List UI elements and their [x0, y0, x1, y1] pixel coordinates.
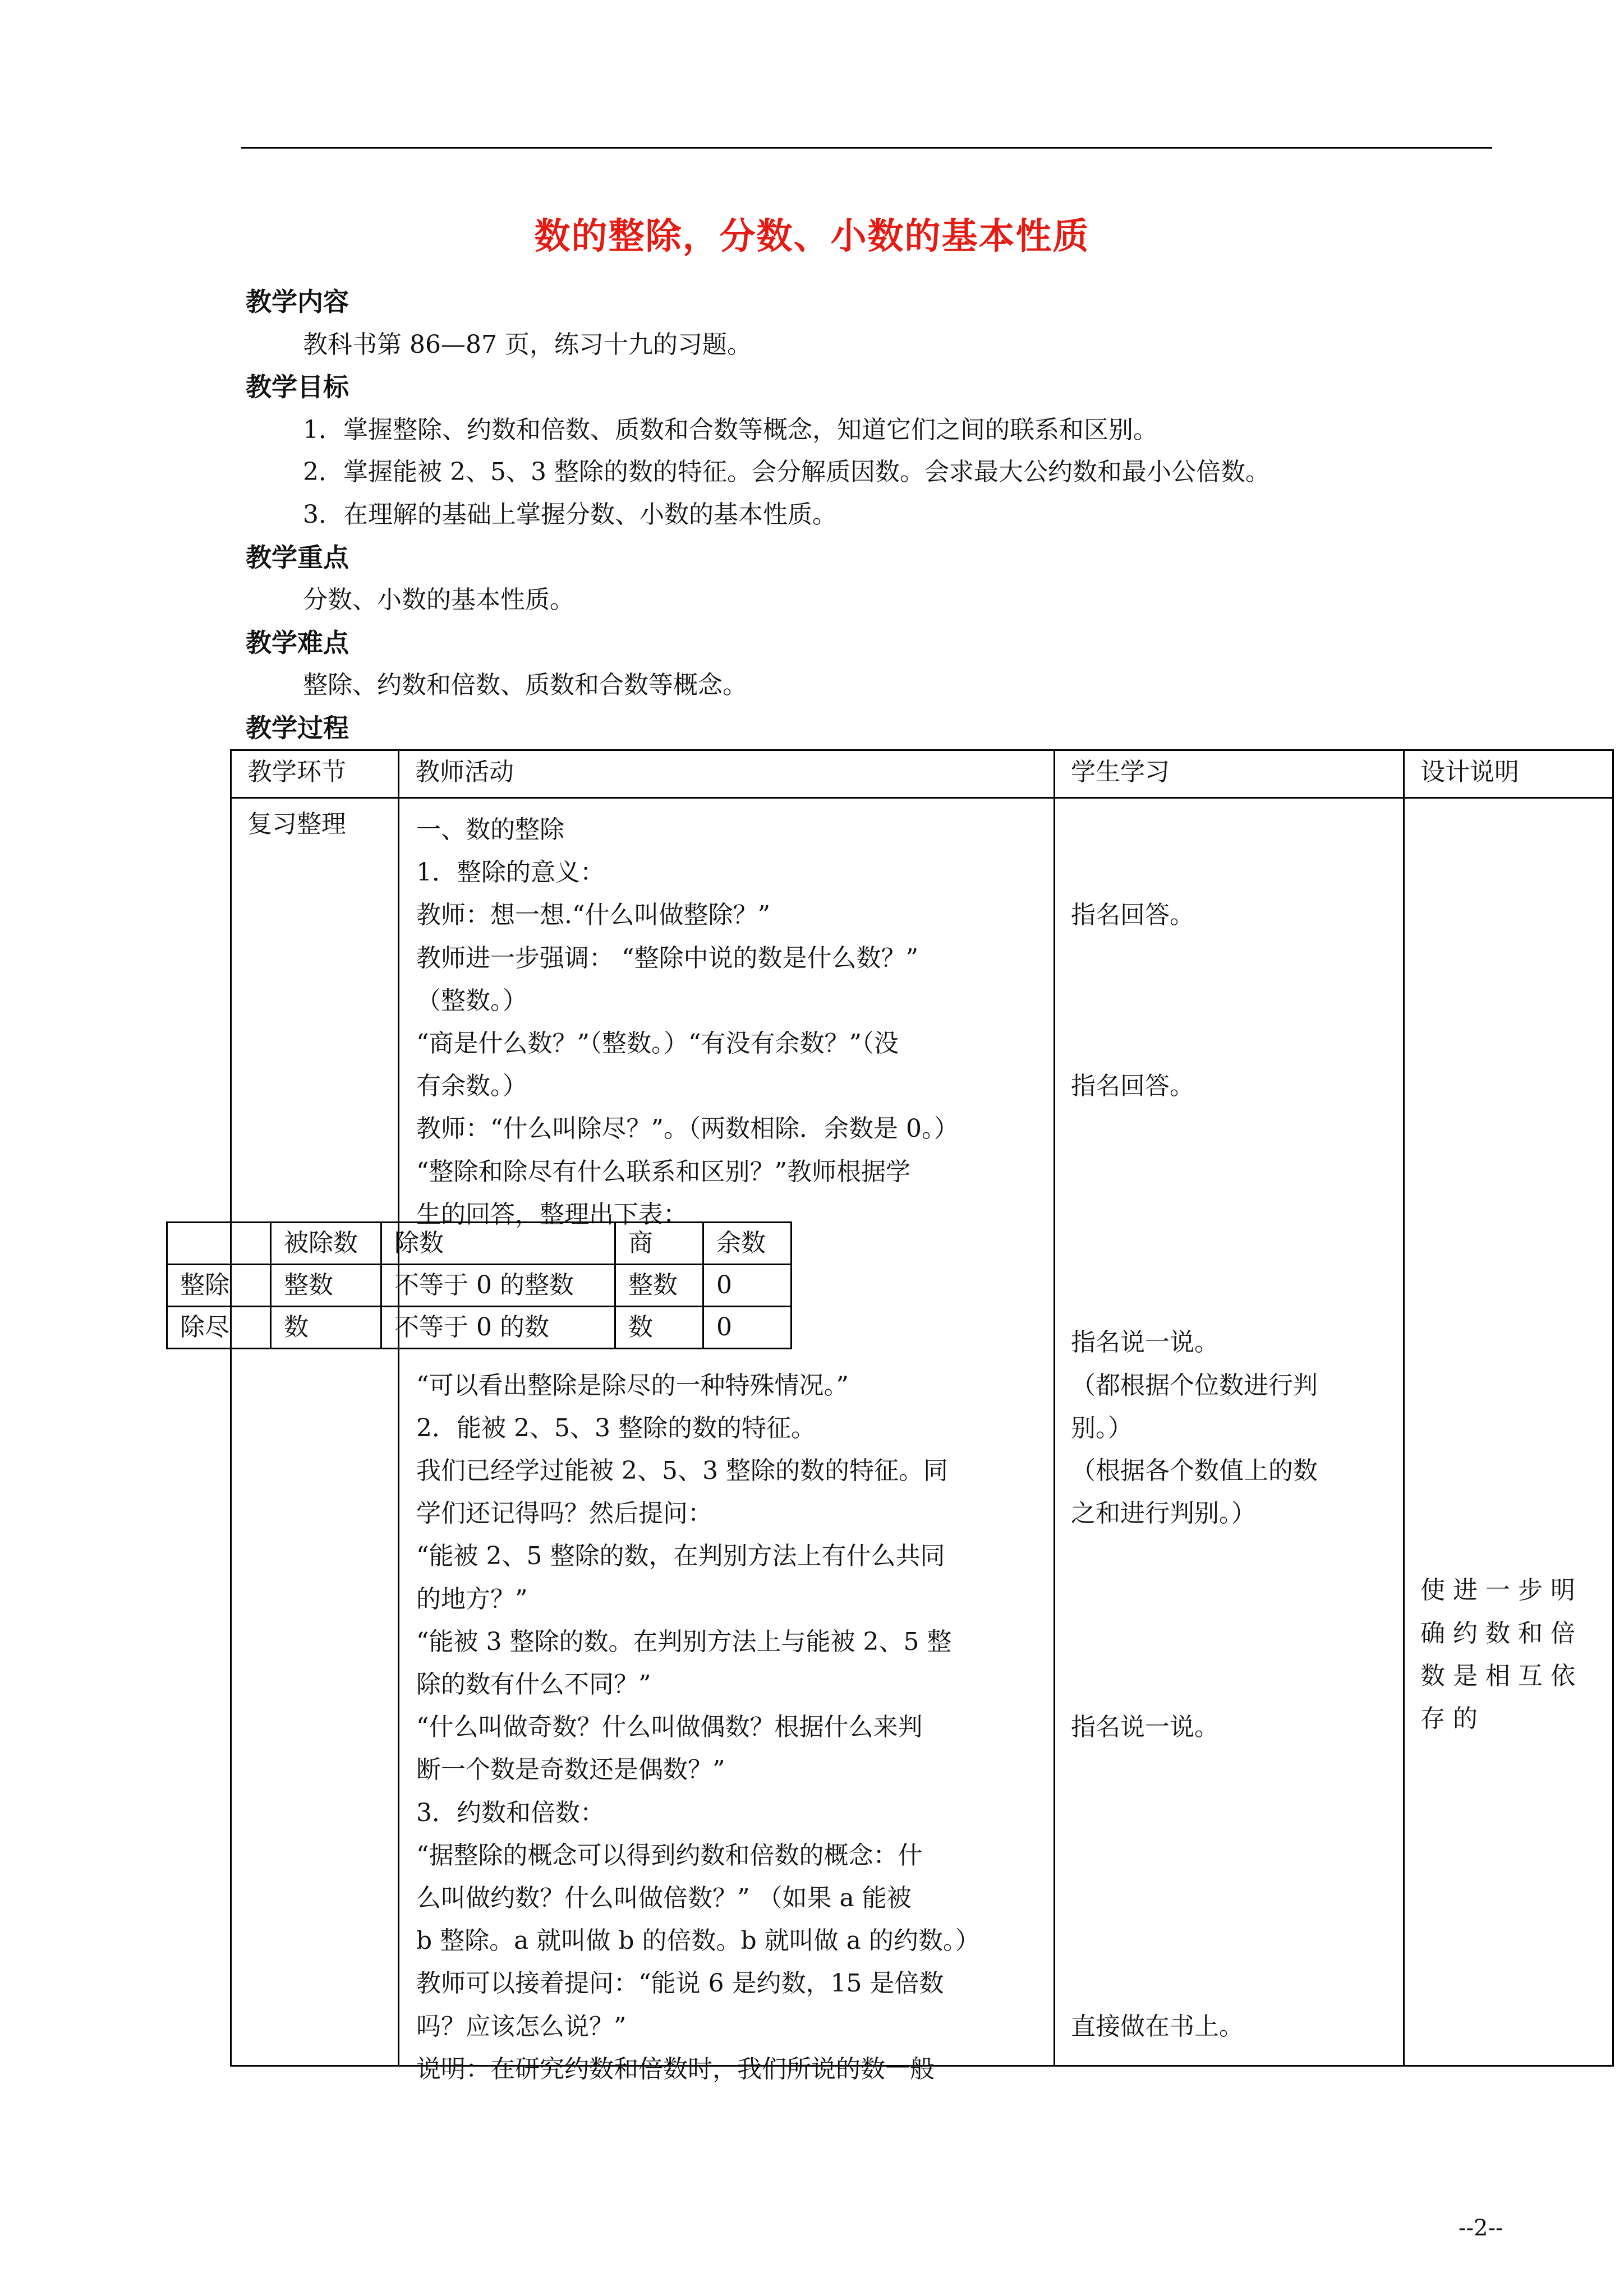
design-line: 存的: [1420, 1704, 1485, 1733]
teacher-line: 说明：在研究约数和倍数时，我们所说的数一般: [416, 2054, 935, 2083]
teacher-line: 1．整除的意义：: [416, 858, 605, 887]
student-line: 直接做在书上。: [1071, 2012, 1244, 2041]
teacher-line: b 整除。a 就叫做 b 的倍数。b 就叫做 a 的约数。）: [416, 1926, 980, 1956]
inner-cell: 数: [271, 1307, 381, 1349]
teacher-line: 学们还记得吗？然后提问：: [416, 1499, 712, 1528]
student-cell: [1055, 798, 1404, 2066]
student-line: 指名回答。: [1071, 1072, 1194, 1101]
student-line: 之和进行判别。）: [1071, 1499, 1256, 1528]
inner-cell: 整除: [167, 1265, 271, 1307]
inner-cell: 0: [703, 1265, 792, 1307]
page-title: 数的整除，分数、小数的基本性质: [534, 215, 1090, 257]
teacher-line: 的地方？”: [416, 1584, 528, 1613]
teacher-line: 么叫做约数？什么叫做倍数？” （如果 a 能被: [416, 1884, 912, 1912]
teacher-line: 吗？应该怎么说？”: [416, 2012, 627, 2041]
header-stage: 教学环节: [231, 750, 399, 798]
inner-header-row: [167, 1223, 792, 1265]
inner-cell: 0: [703, 1307, 792, 1349]
inner-cell: 除尽: [167, 1307, 271, 1349]
section-label-difficulty: 教学难点: [246, 628, 349, 658]
teacher-line: “可以看出整除是除尽的一种特殊情况。”: [416, 1371, 849, 1400]
teacher-line: 3．约数和倍数：: [416, 1798, 605, 1827]
teacher-line: “商是什么数？”（整数。）“有没有余数？”（没: [416, 1029, 899, 1058]
teacher-line: 教师进一步强调： “整除中说的数是什么数？”: [416, 943, 918, 972]
table-row: [231, 798, 1613, 2066]
teacher-line: 2．能被 2、5、3 整除的数的特征。: [416, 1413, 816, 1442]
inner-header: 商: [615, 1223, 703, 1265]
section-line: 整除、约数和倍数、质数和合数等概念。: [303, 671, 747, 699]
design-line: 确约数和倍: [1420, 1619, 1583, 1648]
page-number: --2--: [1459, 2215, 1503, 2241]
design-cell: [1404, 798, 1613, 2066]
stage-cell: 复习整理: [231, 798, 399, 2066]
student-line: 指名说一说。: [1071, 1328, 1219, 1357]
student-line: （都根据个位数进行判: [1071, 1371, 1318, 1400]
teacher-line: 除的数有什么不同？”: [416, 1670, 651, 1699]
teaching-process-table: [230, 749, 1614, 2083]
section-line: 3．在理解的基础上掌握分数、小数的基本性质。: [303, 500, 837, 529]
section-line: 分数、小数的基本性质。: [303, 585, 574, 614]
student-line: （根据各个数值上的数: [1071, 1456, 1318, 1485]
design-line: 数是相互依: [1420, 1661, 1583, 1690]
teacher-line: “整除和除尽有什么联系和区别？”教师根据学: [416, 1157, 910, 1186]
inner-header: 余数: [703, 1223, 792, 1265]
student-line: 指名说一说。: [1071, 1713, 1219, 1742]
table-header-row: [231, 750, 1613, 798]
inner-cell: 整数: [615, 1265, 703, 1307]
inner-row-chujin: [167, 1307, 792, 1349]
header-design: 设计说明: [1404, 750, 1613, 798]
inner-header: 除数: [381, 1223, 615, 1265]
teacher-line: “能被 3 整除的数。在判别方法上与能被 2、5 整: [416, 1627, 952, 1656]
teacher-line: 一、数的整除: [416, 815, 564, 844]
division-comparison-table: [166, 1221, 792, 1349]
section-line: 教科书第 86—87 页，练习十九的习题。: [303, 330, 752, 359]
header-student: 学生学习: [1055, 750, 1404, 798]
teacher-line: 断一个数是奇数还是偶数？”: [416, 1755, 725, 1785]
student-line: 别。）: [1071, 1413, 1133, 1442]
section-line: 1．掌握整除、约数和倍数、质数和合数等概念，知道它们之间的联系和区别。: [303, 416, 1158, 444]
teacher-line: （整数。）: [416, 986, 527, 1015]
inner-cell: 不等于 0 的整数: [381, 1265, 615, 1307]
student-line: 指名回答。: [1071, 901, 1194, 930]
section-label-process: 教学过程: [246, 713, 349, 743]
teacher-line: 生的回答，整理出下表：: [416, 1200, 688, 1229]
header-teacher: 教师活动: [399, 750, 1055, 798]
teacher-line: 教师：“什么叫除尽？”。（两数相除．余数是 0。）: [416, 1114, 959, 1144]
section-line: 2．掌握能被 2、5、3 整除的数的特征。会分解质因数。会求最大公约数和最小公倍数。: [303, 458, 1270, 486]
teacher-line: 我们已经学过能被 2、5、3 整除的数的特征。同: [416, 1456, 948, 1485]
teacher-line: “什么叫做奇数？什么叫做偶数？根据什么来判: [416, 1713, 923, 1742]
teacher-line: 教师：想一想.“什么叫做整除？”: [416, 901, 770, 930]
section-label-content: 教学内容: [246, 287, 349, 317]
teacher-line: “能被 2、5 整除的数，在判别方法上有什么共同: [416, 1542, 945, 1571]
inner-cell: 数: [615, 1307, 703, 1349]
inner-row-zhengchu: [167, 1265, 792, 1307]
teacher-line: 教师可以接着提问：“能说 6 是约数，15 是倍数: [416, 1969, 944, 1998]
section-label-objectives: 教学目标: [246, 372, 349, 402]
teacher-cell: [399, 798, 1055, 2083]
teacher-line: “据整除的概念可以得到约数和倍数的概念：什: [416, 1841, 923, 1870]
design-line: 使进一步明: [1420, 1576, 1583, 1605]
section-label-focus: 教学重点: [246, 542, 349, 573]
teacher-line: 有余数。）: [416, 1072, 527, 1101]
inner-header: 被除数: [271, 1223, 381, 1265]
inner-header: [167, 1223, 271, 1265]
inner-cell: 整数: [271, 1265, 381, 1307]
header-rule: [241, 147, 1492, 149]
inner-cell: 不等于 0 的数: [381, 1307, 615, 1349]
